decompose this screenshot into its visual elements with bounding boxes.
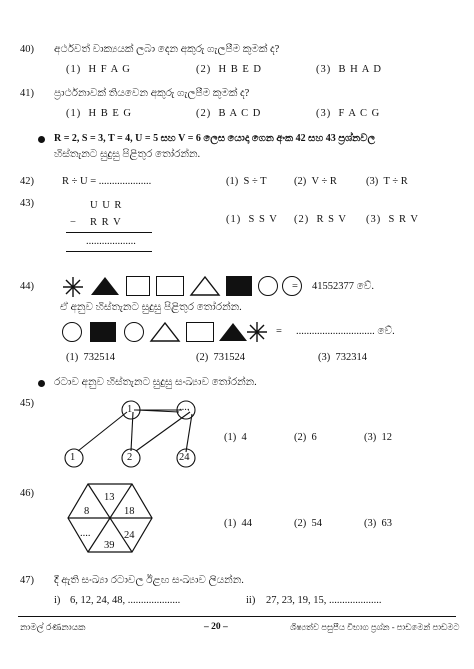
q46-cell-upper-left: 8 — [84, 506, 90, 517]
instruction-line-1: R = 2, S = 3, T = 4, U = 5 සහ V = 6 ලෙස යොදා ගෙන අංක 42 සහ 43 ප්‍රශ්නවල — [54, 133, 376, 144]
q43-option-1: (1) S S V — [226, 214, 278, 225]
q45-option-3: (3) 12 — [364, 432, 392, 443]
q45-option-2: (2) 6 — [294, 432, 317, 443]
q45-number: 45) — [20, 398, 34, 409]
instruction-pattern: රටාව අනුව හිස්තැනට සුදුසු සංඛ්‍යාව තෝරන්න. — [54, 377, 257, 388]
q40-question: අර්ථවත් වාක්‍යයක් ලබා දෙන අකුරු ගැලපීම කුමක් ද? — [54, 44, 280, 55]
footer-page-number: – 20 – — [204, 622, 228, 632]
q43-minus-sign: − — [70, 217, 76, 228]
q45-node-top-left: 1 — [127, 404, 133, 415]
q46-cell-upper-right: 18 — [124, 506, 135, 517]
q46-option-2: (2) 54 — [294, 518, 322, 529]
q46-number: 46) — [20, 488, 34, 499]
q45-option-1: (1) 4 — [224, 432, 247, 443]
q45-node-bottom-right: 24 — [179, 452, 190, 463]
q47-part-ii-sequence: 27, 23, 19, 15, .................... — [266, 595, 382, 606]
q44-equals-2: = — [276, 326, 282, 337]
q45-node-bottom-left: 1 — [70, 452, 76, 463]
q40-number: 40) — [20, 44, 34, 55]
q43-number: 43) — [20, 198, 34, 209]
q41-option-1: (1) H B E G — [66, 108, 132, 119]
instruction-line-2: හිස්තැනට සුදුසු පිළිතුර තෝරන්න. — [54, 149, 201, 160]
q43-top-row: U U R — [90, 200, 123, 211]
q46-cell-lower-right: 24 — [124, 530, 135, 541]
q44-blank: .............................. වේ. — [296, 326, 395, 337]
q45-node-top-right-blank: .... — [179, 402, 190, 413]
q47-question: දී ඇති සංඛ්‍යා රටාවල ඊළඟ සංඛ්‍යාව ලියන්න. — [54, 575, 244, 586]
q42-expression: R ÷ U = .................... — [62, 176, 152, 187]
q40-option-1: (1) H F A G — [66, 64, 131, 75]
q46-cell-lower-left-blank: .... — [80, 528, 91, 539]
q43-option-2: (2) R S V — [294, 214, 347, 225]
q44-subquestion: ඒ අනුව හිස්තැනට සුදුසු පිළිතුර තෝරන්න. — [60, 302, 242, 313]
q44-option-3: (3) 732314 — [318, 352, 367, 363]
q44-option-1: (1) 732514 — [66, 352, 115, 363]
q41-option-3: (3) F A C G — [316, 108, 381, 119]
footer-author: නාමල් රණනායක — [20, 622, 86, 632]
q44-equals: = — [292, 281, 298, 292]
q44-value: 41552377 වේ. — [312, 281, 374, 292]
q44-number: 44) — [20, 281, 34, 292]
q47-part-i-sequence: 6, 12, 24, 48, .................... — [70, 595, 181, 606]
q40-option-3: (3) B H A D — [316, 64, 382, 75]
q47-number: 47) — [20, 575, 34, 586]
footer-book-title: ශිෂ්‍යත්ව පසුපීය විභාග ප්‍රශ්න - පාඩමෙන් පාඩමට — [290, 622, 460, 632]
q46-option-3: (3) 63 — [364, 518, 392, 529]
q43-blank: ................... — [86, 236, 136, 247]
q46-option-1: (1) 44 — [224, 518, 252, 529]
q46-cell-bottom: 39 — [104, 540, 115, 551]
q43-bottom-row: R R V — [90, 217, 122, 228]
q41-option-2: (2) B A C D — [196, 108, 262, 119]
q44-option-2: (2) 731524 — [196, 352, 245, 363]
q45-node-bottom-middle: 2 — [127, 452, 133, 463]
q42-option-3: (3) T ÷ R — [366, 176, 408, 187]
q47-part-i-label: i) — [54, 595, 61, 606]
q41-question: ප්‍රාර්ථනාවක් තියවෙන අකුරු ගැලපීම කුමක් ද? — [54, 88, 250, 99]
q41-number: 41) — [20, 88, 34, 99]
q42-option-1: (1) S ÷ T — [226, 176, 267, 187]
q43-option-3: (3) S R V — [366, 214, 419, 225]
q42-number: 42) — [20, 176, 34, 187]
q46-cell-top: 13 — [104, 492, 115, 503]
q40-option-2: (2) H B E D — [196, 64, 262, 75]
footer-divider — [18, 616, 456, 617]
q42-option-2: (2) V ÷ R — [294, 176, 337, 187]
q47-part-ii-label: ii) — [246, 595, 256, 606]
